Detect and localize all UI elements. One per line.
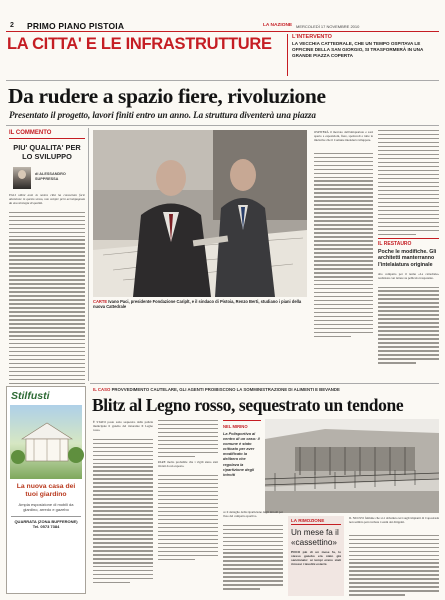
main-headline: Da rudere a spazio fiere, rivoluzione: [8, 84, 326, 108]
nel-mirino-kicker: NEL MIRINO: [223, 424, 248, 429]
caso-kicker: IL CASO: [93, 387, 111, 392]
banner-divider: [6, 80, 439, 81]
main-photo: [93, 130, 307, 297]
restauro-box: [378, 238, 439, 364]
banner-title: LA CITTA' E LE INFRASTRUTTURE: [7, 35, 272, 53]
intervento-box: [287, 34, 439, 76]
gazebo-photo: [265, 419, 439, 513]
gazebo-scene: [265, 419, 439, 513]
rimozione-box: [288, 516, 344, 596]
issue-date: MERCOLEDÌ 17 NOVEMBRE 2010: [296, 23, 360, 29]
caso-kicker-line: [93, 387, 439, 392]
second-col4-body: IL NUOVO fulmine che si è abbattuto ieri sugli impianti di Capostrada non sembra però turbare i sonni dei dirigenti.: [349, 516, 439, 525]
second-col-1: [93, 420, 153, 583]
ad-brand: Stilfusti: [11, 390, 50, 402]
restauro-kicker: IL RESTAURO: [378, 240, 412, 247]
commento-body-text: EGLI ultimi anni la nostra città ha conosciuto forte attenzione in questo senso, non sempre però accompagnata da una strategia di qualità.: [9, 193, 85, 206]
intervento-kicker: L'INTERVENTO: [292, 34, 332, 40]
second-col-2: [158, 420, 218, 560]
commento-column-divider: [88, 128, 89, 381]
photo-caption-text: Ivano Paci, presidente Fondazione Cariplt, e il sindaco di Pistoia, Renzo Berti, studiano i piani della nuova Cattedrale: [93, 299, 302, 310]
commento-title: PIU' QUALITA' PER LO SVILUPPO: [13, 143, 81, 161]
commento-body: [9, 193, 85, 402]
page-number: 2: [10, 22, 14, 29]
restauro-rule: [378, 238, 439, 239]
main-story-body: OSPITERÀ il mercato dell'antiquariato e sarà aperto a esposizioni, fiere, spettacoli e tutte le iniziative che il Comune intenderà sviluppare.: [314, 130, 373, 143]
ad-divider: [11, 516, 81, 517]
caso-kicker-text: PROVVEDIMENTO CAUTELARE, GLI AGENTI PROIBISCONO LA SOMMINISTRAZIONE DI ALIMENTI E BEVANDE: [111, 387, 340, 392]
second-col3-body: ce il dettaglio della ripartizione degli introiti per l'uso del campetto sportivo.: [223, 510, 283, 519]
second-col2-body: PARE molto probabile che i vigili siano stati inviati da un esposto.: [158, 460, 218, 469]
commento-author: di ALESSANDRO SUPPRESSA: [35, 172, 66, 181]
ad-image: [10, 405, 82, 479]
restauro-title: Poche le modifiche. Gli architetti manterranno l'intelaiatura originale: [378, 248, 437, 268]
second-col-3: [223, 510, 283, 590]
photo-caption-lead: CARTE: [93, 299, 108, 304]
nel-mirino-text: La Polisportiva al centro di un caso: il comune è stato criticato per aver modificato la delibera che regolava la ripartizione degli introiti: [223, 431, 260, 477]
photo-scene: [93, 130, 307, 297]
ad-headline: La nuova casa dei tuoi giardino: [16, 483, 76, 498]
section-title: PRIMO PIANO PISTOIA: [27, 21, 125, 31]
rimozione-kicker: LA RIMOZIONE: [291, 518, 341, 525]
gazebo-ad-illustration: [10, 405, 84, 479]
rimozione-body: POCO più di un mese fa, lo stesso gazebo era stato già sanzionato: ai tempi erano stati rimossi i tavolini esterni.: [291, 550, 341, 567]
intervento-text: LA VECCHIA CATTEDRALE, CHE UN TEMPO OSPITAVA LE OFFICINE DELLA SAN GIORGIO, SI TRASFORMERÀ IN UNA GRANDE PIAZZA COPERTA: [292, 41, 424, 59]
second-body: È STATO posto sotto sequestro dalla polizia municipale il gazebo del ristorante Il Legno rosso.: [93, 420, 153, 433]
main-subhead: Presentato il progetto, lavori finiti entro un anno. La struttura diventerà una piazza: [9, 110, 316, 120]
header-rule: [6, 31, 439, 32]
masthead: LA NAZIONE: [263, 23, 293, 28]
subhead-divider: [6, 125, 439, 126]
ad-address: QUARRATA (ZONA BUFFERONE) Tel. 0573 7384: [14, 519, 78, 530]
mid-divider: [90, 383, 439, 384]
restauro-body: alto compatto per il nome «La cattedrale» realizzata con lettere su pellicola trasparente.: [378, 271, 439, 280]
rimozione-title: Un mese fa il «cassettino»: [291, 528, 339, 547]
photo-caption: [93, 299, 307, 309]
commento-kicker: IL COMMENTO: [9, 130, 52, 136]
commento-rule: [9, 138, 85, 139]
main-story-col-2: [378, 130, 439, 235]
ad-small-text: Ampia esposizione di mobili da giardino, arredo e gazebo: [18, 501, 74, 512]
main-story-col-1: [314, 130, 373, 337]
author-photo: [13, 167, 31, 189]
second-headline: Blitz al Legno rosso, sequestrato un tendone: [92, 395, 404, 415]
second-col-4: [349, 516, 439, 596]
advertisement: [6, 386, 86, 594]
nel-mirino-box: [223, 420, 261, 506]
